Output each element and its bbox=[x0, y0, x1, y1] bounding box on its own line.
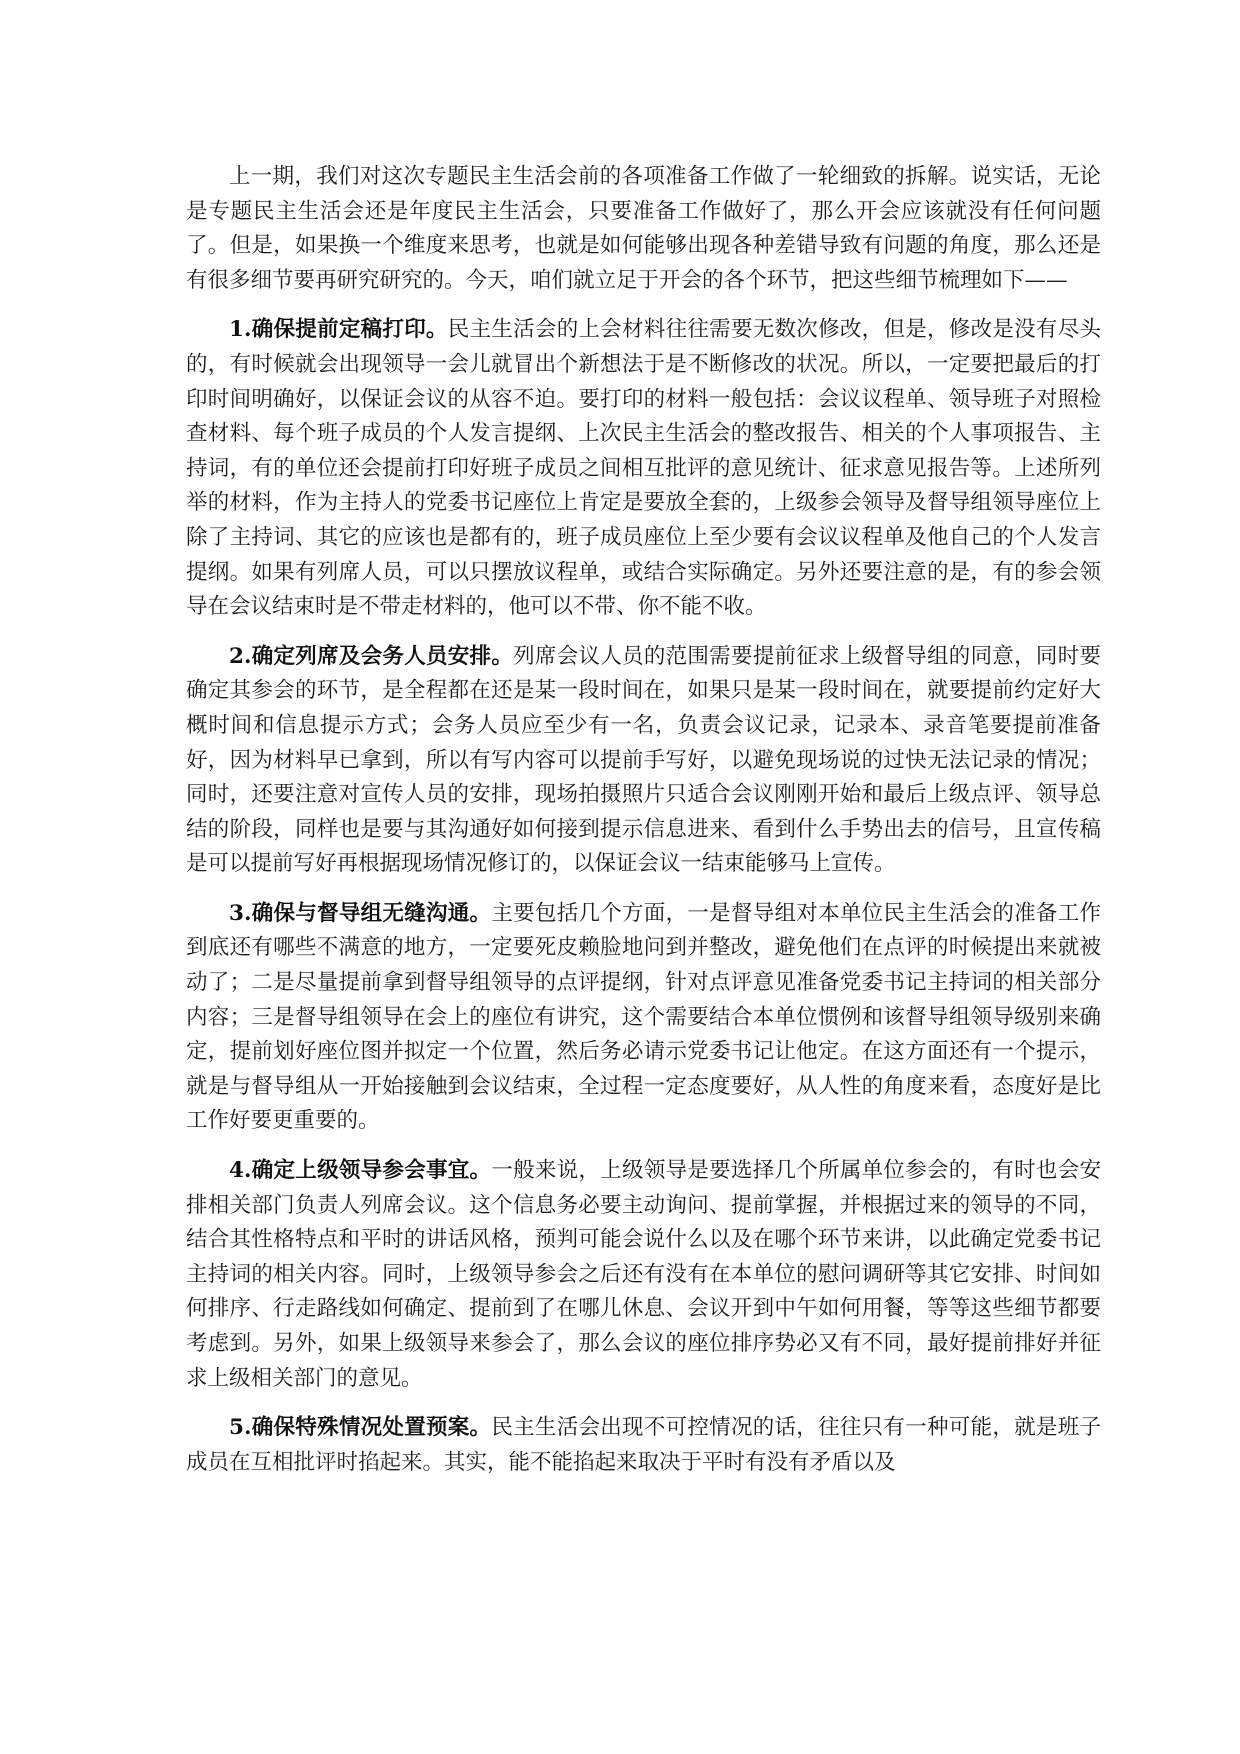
section-body-2: 列席会议人员的范围需要提前征求上级督导组的同意，同时要确定其参会的环节，是全程都在还是某一段时间在，如果只是某一段时间在，就要提前约定好大概时间和信息提示方式；会务人员应至少有一名，负责会议记录，记录本、录音笔要提前准备好，因为材料早已拿到，所以有写内容可以提前手写好，以避免现场说的过快无法记录的情况；同时，还要注意对宣传人员的安排，现场拍摄照片只适合会议刚刚开始和最后上级点评、领导总结的阶段，同样也是要与其沟通好如何接到提示信息进来、看到什么手势出去的信号，且宣传稿是可以提前写好再根据现场情况修订的，以保证会议一结束能够马上宣传。 bbox=[186, 643, 1101, 877]
section-paragraph-4 bbox=[186, 1154, 1101, 1396]
section-heading-5: 5.确保特殊情况处置预案。 bbox=[229, 1415, 492, 1441]
section-paragraph-2 bbox=[186, 640, 1101, 882]
section-paragraph-5 bbox=[186, 1411, 1101, 1480]
section-body-1: 民主生活会的上会材料往往需要无数次修改，但是，修改是没有尽头的，有时候就会出现领导一会儿就冒出个新想法于是不断修改的状况。所以，一定要把最后的打印时间明确好，以保证会议的从容不迫。要打印的材料一般包括：会议议程单、领导班子对照检查材料、每个班子成员的个人发言提纲、上次民主生活会的整改报告、相关的个人事项报告、主持词，有的单位还会提前打印好班子成员之间相互批评的意见统计、征求意见报告等。上述所列举的材料，作为主持人的党委书记座位上肯定是要放全套的，上级参会领导及督导组领导座位上除了主持词、其它的应该也是都有的，班子成员座位上至少要有会议议程单及他自己的个人发言提纲。如果有列席人员，可以只摆放议程单，或结合实际确定。另外还要注意的是，有的参会领导在会议结束时是不带走材料的，他可以不带、你不能不收。 bbox=[186, 317, 1101, 620]
section-heading-4: 4.确定上级领导参会事宜。 bbox=[229, 1158, 492, 1184]
intro-paragraph bbox=[186, 160, 1101, 298]
section-body-4: 一般来说，上级领导是要选择几个所属单位参会的，有时也会安排相关部门负责人列席会议。这个信息务必要主动询问、提前掌握，并根据过来的领导的不同，结合其性格特点和平时的讲话风格，预判可能会说什么以及在哪个环节来讲，以此确定党委书记主持词的相关内容。同时，上级领导参会之后还有没有在本单位的慰问调研等其它安排、时间如何排序、行走路线如何确定、提前到了在哪儿休息、会议开到中午如何用餐，等等这些细节都要考虑到。另外，如果上级领导来参会了，那么会议的座位排序势必又有不同，最好提前排好并征求上级相关部门的意见。 bbox=[186, 1158, 1101, 1391]
section-paragraph-1 bbox=[186, 313, 1101, 624]
section-body-3: 主要包括几个方面，一是督导组对本单位民主生活会的准备工作到底还有哪些不满意的地方，一定要死皮赖脸地问到并整改，避免他们在点评的时候提出来就被动了；二是尽量提前拿到督导组领导的点评提纲，针对点评意见准备党委书记主持词的相关部分内容；三是督导组领导在会上的座位有讲究，这个需要结合本单位惯例和该督导组领导级别来确定，提前划好座位图并拟定一个位置，然后务必请示党委书记让他定。在这方面还有一个提示，就是与督导组从一开始接触到会议结束，全过程一定态度要好，从人性的角度来看，态度好是比工作好要更重要的。 bbox=[186, 900, 1101, 1134]
document-body bbox=[186, 160, 1101, 1495]
section-heading-3: 3.确保与督导组无缝沟通。 bbox=[229, 900, 492, 926]
section-heading-2: 2.确定列席及会务人员安排。 bbox=[229, 643, 514, 669]
section-heading-1: 1.确保提前定稿打印。 bbox=[229, 317, 448, 343]
section-body-5: 民主生活会出现不可控情况的话，往往只有一种可能，就是班子成员在互相批评时掐起来。其实，能不能掐起来取决于平时有没有矛盾以及 bbox=[186, 1415, 1101, 1475]
intro-text: 上一期，我们对这次专题民主生活会前的各项准备工作做了一轮细致的拆解。说实话，无论是专题民主生活会还是年度民主生活会，只要准备工作做好了，那么开会应该就没有任何问题了。但是，如果换一个维度来思考，也就是如何能够出现各种差错导致有问题的角度，那么还是有很多细节要再研究研究的。今天，咱们就立足于开会的各个环节，把这些细节梳理如下—— bbox=[186, 164, 1101, 293]
section-paragraph-3 bbox=[186, 897, 1101, 1139]
